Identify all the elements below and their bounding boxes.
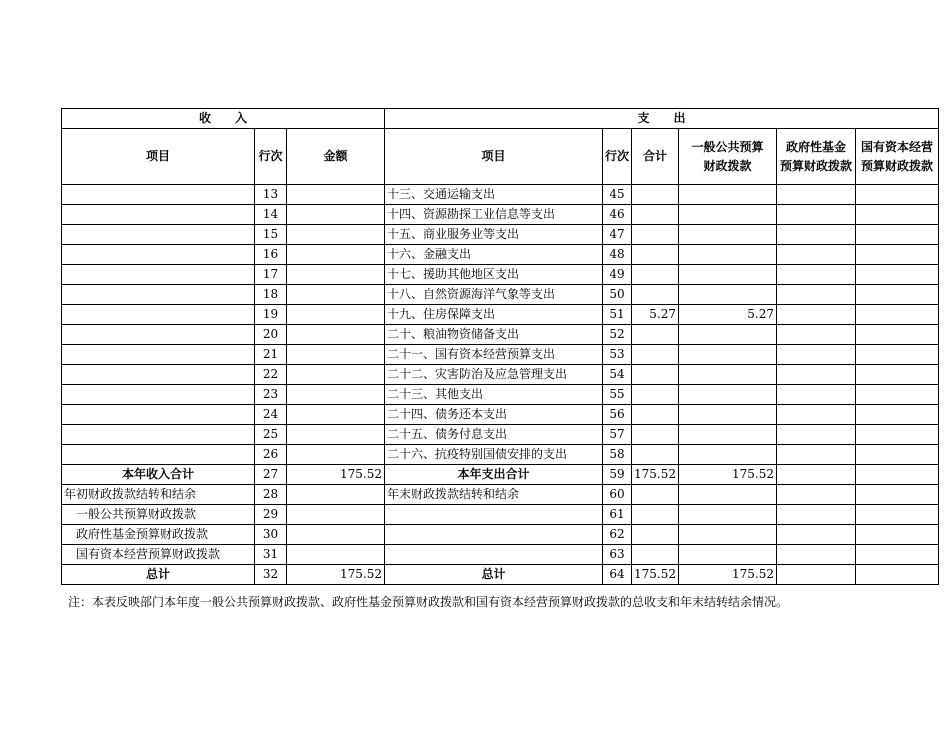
income-item	[62, 385, 255, 405]
expense-carryover-fund	[777, 545, 856, 565]
expense-subtotal-state	[856, 465, 939, 485]
expense-grand-total-label: 总计	[385, 565, 603, 585]
expense-line-no: 58	[603, 445, 632, 465]
income-line-no: 15	[255, 225, 287, 245]
income-carryover-item: 年初财政拨款结转和结余	[62, 485, 255, 505]
col-general-budget	[679, 129, 777, 185]
income-amount	[287, 365, 385, 385]
expense-government-fund	[777, 265, 856, 285]
income-line-no: 20	[255, 325, 287, 345]
income-amount	[287, 265, 385, 285]
income-subtotal-label: 本年收入合计	[62, 465, 255, 485]
expense-item: 二十四、债务还本支出	[385, 405, 603, 425]
expense-total	[632, 285, 679, 305]
expense-state-capital	[856, 285, 939, 305]
expense-government-fund	[777, 405, 856, 425]
expense-government-fund	[777, 225, 856, 245]
expense-state-capital	[856, 265, 939, 285]
expense-government-fund	[777, 365, 856, 385]
table-row	[62, 325, 939, 345]
income-amount	[287, 185, 385, 205]
expense-grand-total-fund	[777, 565, 856, 585]
carryover-row	[62, 505, 939, 525]
col-general-budget-line1: 一般公共预算	[691, 139, 764, 154]
income-item	[62, 185, 255, 205]
col-expense-item: 项目	[385, 129, 603, 185]
income-line-no: 13	[255, 185, 287, 205]
income-carryover-line-no: 31	[255, 545, 287, 565]
expense-item: 二十五、债务付息支出	[385, 425, 603, 445]
expense-general-budget	[679, 365, 777, 385]
income-line-no: 23	[255, 385, 287, 405]
col-income-line: 行次	[255, 129, 287, 185]
expense-carryover-fund	[777, 525, 856, 545]
expense-total	[632, 325, 679, 345]
table-row	[62, 365, 939, 385]
income-line-no: 22	[255, 365, 287, 385]
income-item	[62, 225, 255, 245]
income-line-no: 17	[255, 265, 287, 285]
income-amount	[287, 405, 385, 425]
income-amount	[287, 345, 385, 365]
expense-state-capital	[856, 225, 939, 245]
expense-item: 二十二、灾害防治及应急管理支出	[385, 365, 603, 385]
table-row	[62, 405, 939, 425]
expense-carryover-item	[385, 545, 603, 565]
income-carryover-line-no: 30	[255, 525, 287, 545]
expense-government-fund	[777, 345, 856, 365]
expense-state-capital	[856, 365, 939, 385]
income-carryover-item: 政府性基金预算财政拨款	[62, 525, 255, 545]
col-expense-total: 合计	[632, 129, 679, 185]
expense-item: 二十六、抗疫特别国债安排的支出	[385, 445, 603, 465]
expense-total	[632, 385, 679, 405]
income-item	[62, 265, 255, 285]
expense-carryover-state	[856, 505, 939, 525]
expense-general-budget	[679, 245, 777, 265]
col-government-fund	[777, 129, 856, 185]
income-line-no: 19	[255, 305, 287, 325]
carryover-row	[62, 525, 939, 545]
income-line-no: 24	[255, 405, 287, 425]
col-state-capital-line1: 国有资本经营	[861, 139, 934, 154]
expense-carryover-state	[856, 545, 939, 565]
expense-line-no: 51	[603, 305, 632, 325]
col-state-capital-line2: 预算财政拨款	[861, 158, 934, 173]
expense-government-fund	[777, 385, 856, 405]
expense-line-no: 57	[603, 425, 632, 445]
expense-item: 十四、资源勘探工业信息等支出	[385, 205, 603, 225]
income-line-no: 14	[255, 205, 287, 225]
income-carryover-item: 国有资本经营预算财政拨款	[62, 545, 255, 565]
expense-line-no: 46	[603, 205, 632, 225]
expense-carryover-line-no: 63	[603, 545, 632, 565]
income-item	[62, 405, 255, 425]
expense-carryover-general	[679, 505, 777, 525]
expense-state-capital	[856, 345, 939, 365]
income-amount	[287, 285, 385, 305]
expense-general-budget	[679, 285, 777, 305]
expense-item: 十五、商业服务业等支出	[385, 225, 603, 245]
expense-general-budget	[679, 225, 777, 245]
income-item	[62, 325, 255, 345]
expense-carryover-general	[679, 485, 777, 505]
expense-carryover-total	[632, 485, 679, 505]
col-income-item: 项目	[62, 129, 255, 185]
income-item	[62, 205, 255, 225]
table-row	[62, 425, 939, 445]
expense-subtotal-line-no: 59	[603, 465, 632, 485]
income-amount	[287, 205, 385, 225]
income-line-no: 16	[255, 245, 287, 265]
expense-subtotal-total: 175.52	[632, 465, 679, 485]
table-footnote: 注：本表反映部门本年度一般公共预算财政拨款、政府性基金预算财政拨款和国有资本经营预算财政拨款的总收支和年末结转结余情况。	[68, 595, 789, 609]
table-row	[62, 185, 939, 205]
expense-state-capital	[856, 385, 939, 405]
financial-appropriation-table	[61, 108, 939, 585]
expense-total	[632, 205, 679, 225]
expense-government-fund	[777, 325, 856, 345]
expense-state-capital	[856, 425, 939, 445]
expense-general-budget	[679, 425, 777, 445]
expense-grand-total-general: 175.52	[679, 565, 777, 585]
expense-line-no: 54	[603, 365, 632, 385]
expense-item: 二十、粮油物资储备支出	[385, 325, 603, 345]
carryover-row	[62, 485, 939, 505]
expense-carryover-fund	[777, 485, 856, 505]
income-amount	[287, 225, 385, 245]
table-row	[62, 245, 939, 265]
income-item	[62, 305, 255, 325]
expense-carryover-line-no: 61	[603, 505, 632, 525]
expense-carryover-line-no: 62	[603, 525, 632, 545]
col-state-capital	[856, 129, 939, 185]
expense-government-fund	[777, 205, 856, 225]
income-grand-total-amount: 175.52	[287, 565, 385, 585]
expense-government-fund	[777, 305, 856, 325]
expense-general-budget	[679, 405, 777, 425]
expense-subtotal-general: 175.52	[679, 465, 777, 485]
expense-carryover-total	[632, 505, 679, 525]
expense-line-no: 52	[603, 325, 632, 345]
expense-line-no: 45	[603, 185, 632, 205]
expense-carryover-item: 年末财政拨款结转和结余	[385, 485, 603, 505]
carryover-row	[62, 545, 939, 565]
income-amount	[287, 325, 385, 345]
table-row	[62, 385, 939, 405]
income-item	[62, 345, 255, 365]
income-amount	[287, 305, 385, 325]
col-income-amount: 金额	[287, 129, 385, 185]
expense-general-budget	[679, 265, 777, 285]
expense-total	[632, 365, 679, 385]
expense-item: 十六、金融支出	[385, 245, 603, 265]
income-carryover-amount	[287, 525, 385, 545]
expense-general-budget	[679, 325, 777, 345]
col-government-fund-line1: 政府性基金	[786, 139, 847, 154]
expense-carryover-general	[679, 525, 777, 545]
expense-general-budget	[679, 385, 777, 405]
expense-total	[632, 185, 679, 205]
expense-grand-total-state	[856, 565, 939, 585]
expense-total	[632, 445, 679, 465]
col-government-fund-line2: 预算财政拨款	[780, 158, 853, 173]
expense-state-capital	[856, 405, 939, 425]
income-line-no: 25	[255, 425, 287, 445]
income-carryover-amount	[287, 505, 385, 525]
expense-item: 十三、交通运输支出	[385, 185, 603, 205]
expense-item: 十九、住房保障支出	[385, 305, 603, 325]
table-row	[62, 445, 939, 465]
income-carryover-item: 一般公共预算财政拨款	[62, 505, 255, 525]
expense-grand-total-total: 175.52	[632, 565, 679, 585]
table-row	[62, 285, 939, 305]
expense-line-no: 47	[603, 225, 632, 245]
income-item	[62, 365, 255, 385]
expense-item: 十八、自然资源海洋气象等支出	[385, 285, 603, 305]
income-line-no: 18	[255, 285, 287, 305]
table-row	[62, 345, 939, 365]
expense-carryover-total	[632, 545, 679, 565]
income-grand-total-line-no: 32	[255, 565, 287, 585]
table-row	[62, 305, 939, 325]
table-row	[62, 225, 939, 245]
expense-grand-total-line-no: 64	[603, 565, 632, 585]
col-expense-line: 行次	[603, 129, 632, 185]
expense-government-fund	[777, 425, 856, 445]
expense-government-fund	[777, 185, 856, 205]
income-grand-total-label: 总计	[62, 565, 255, 585]
expense-total	[632, 405, 679, 425]
income-carryover-amount	[287, 485, 385, 505]
expense-carryover-general	[679, 545, 777, 565]
income-item	[62, 445, 255, 465]
income-line-no: 21	[255, 345, 287, 365]
expense-line-no: 56	[603, 405, 632, 425]
income-amount	[287, 245, 385, 265]
expense-state-capital	[856, 205, 939, 225]
expense-line-no: 48	[603, 245, 632, 265]
income-carryover-line-no: 29	[255, 505, 287, 525]
expense-item: 二十一、国有资本经营预算支出	[385, 345, 603, 365]
expense-carryover-line-no: 60	[603, 485, 632, 505]
table-row	[62, 205, 939, 225]
income-amount	[287, 425, 385, 445]
income-amount	[287, 385, 385, 405]
income-amount	[287, 445, 385, 465]
expense-subtotal-label: 本年支出合计	[385, 465, 603, 485]
expense-state-capital	[856, 185, 939, 205]
expense-government-fund	[777, 445, 856, 465]
income-item	[62, 285, 255, 305]
expense-government-fund	[777, 285, 856, 305]
col-general-budget-line2: 财政拨款	[703, 158, 752, 173]
expense-general-budget: 5.27	[679, 305, 777, 325]
expense-total	[632, 245, 679, 265]
expense-general-budget	[679, 345, 777, 365]
expense-line-no: 55	[603, 385, 632, 405]
expense-line-no: 50	[603, 285, 632, 305]
income-carryover-line-no: 28	[255, 485, 287, 505]
expense-carryover-total	[632, 525, 679, 545]
expense-general-budget	[679, 205, 777, 225]
expense-carryover-state	[856, 485, 939, 505]
expense-carryover-fund	[777, 505, 856, 525]
expense-subtotal-fund	[777, 465, 856, 485]
income-item	[62, 425, 255, 445]
subtotal-row	[62, 465, 939, 485]
expense-state-capital	[856, 445, 939, 465]
expense-carryover-state	[856, 525, 939, 545]
table-row	[62, 265, 939, 285]
expense-line-no: 49	[603, 265, 632, 285]
expense-general-budget	[679, 445, 777, 465]
expense-header: 支 出	[385, 109, 939, 129]
grand-total-row	[62, 565, 939, 585]
expense-line-no: 53	[603, 345, 632, 365]
expense-total: 5.27	[632, 305, 679, 325]
expense-general-budget	[679, 185, 777, 205]
expense-item: 十七、援助其他地区支出	[385, 265, 603, 285]
income-line-no: 26	[255, 445, 287, 465]
income-subtotal-line-no: 27	[255, 465, 287, 485]
expense-total	[632, 345, 679, 365]
expense-total	[632, 425, 679, 445]
income-subtotal-amount: 175.52	[287, 465, 385, 485]
expense-government-fund	[777, 245, 856, 265]
expense-state-capital	[856, 245, 939, 265]
expense-carryover-item	[385, 525, 603, 545]
income-header: 收 入	[62, 109, 385, 129]
expense-state-capital	[856, 305, 939, 325]
income-carryover-amount	[287, 545, 385, 565]
income-item	[62, 245, 255, 265]
expense-carryover-item	[385, 505, 603, 525]
expense-total	[632, 225, 679, 245]
expense-item: 二十三、其他支出	[385, 385, 603, 405]
expense-total	[632, 265, 679, 285]
expense-state-capital	[856, 325, 939, 345]
